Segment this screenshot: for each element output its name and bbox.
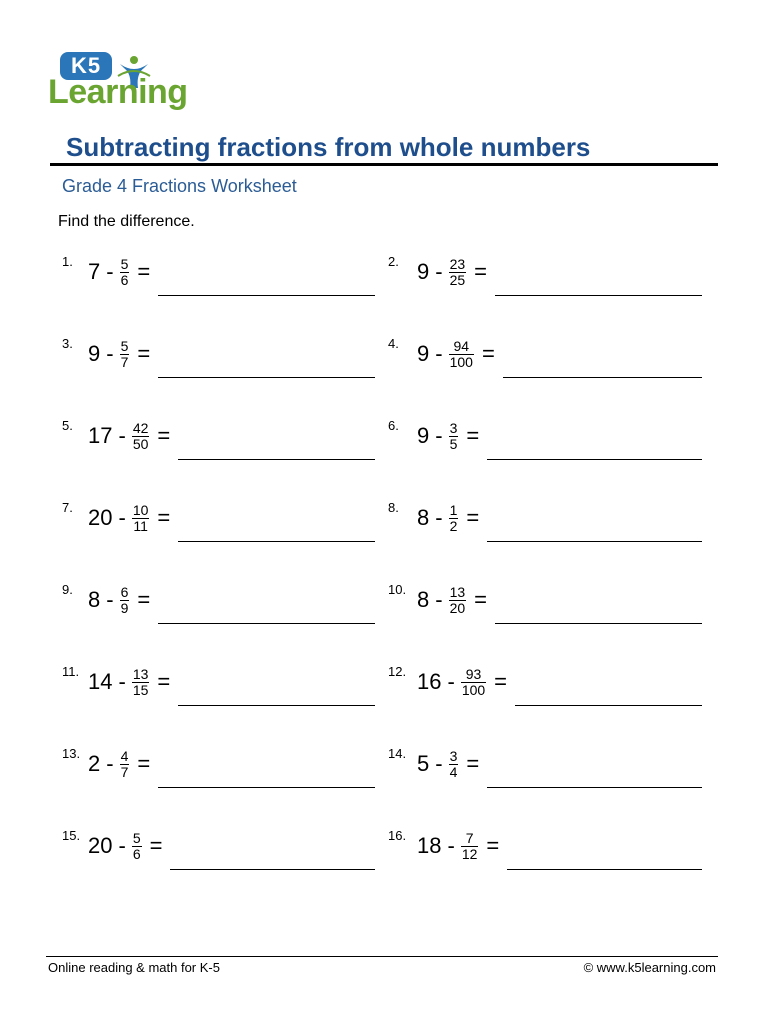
fraction xyxy=(449,503,459,534)
denominator: 7 xyxy=(120,763,129,780)
problem-expression xyxy=(88,336,375,372)
numerator: 5 xyxy=(120,255,129,272)
minus-sign: - xyxy=(447,669,455,694)
equals-sign: = xyxy=(157,669,171,694)
denominator: 6 xyxy=(132,845,141,862)
answer-line[interactable] xyxy=(170,869,375,870)
whole-number: 20 xyxy=(88,505,113,530)
problem-expression xyxy=(88,828,375,864)
numerator: 93 xyxy=(465,665,482,682)
whole-number: 16 xyxy=(417,669,442,694)
whole-number: 2 xyxy=(88,751,101,776)
fraction xyxy=(449,749,459,780)
problem-expression xyxy=(417,746,702,782)
problem-expression xyxy=(88,746,375,782)
fraction xyxy=(120,257,130,288)
answer-line[interactable] xyxy=(178,541,375,542)
denominator: 50 xyxy=(132,435,149,452)
numerator: 23 xyxy=(449,255,466,272)
answer-line[interactable] xyxy=(178,705,375,706)
fraction xyxy=(132,503,150,534)
problem-number: 4. xyxy=(388,336,399,351)
problem-number: 7. xyxy=(62,500,73,515)
equals-sign: = xyxy=(486,833,500,858)
answer-line[interactable] xyxy=(158,295,375,296)
denominator: 12 xyxy=(461,845,478,862)
numerator: 1 xyxy=(449,501,458,518)
problem-number: 13. xyxy=(62,746,81,761)
fraction xyxy=(132,831,142,862)
equals-sign: = xyxy=(137,341,151,366)
whole-number: 5 xyxy=(417,751,430,776)
answer-line[interactable] xyxy=(487,459,702,460)
equals-sign: = xyxy=(137,259,151,284)
answer-line[interactable] xyxy=(515,705,702,706)
numerator: 5 xyxy=(120,337,129,354)
fraction xyxy=(461,667,486,698)
problem-expression xyxy=(88,418,375,454)
equals-sign: = xyxy=(466,751,480,776)
problem-number: 14. xyxy=(388,746,407,761)
page-subtitle: Grade 4 Fractions Worksheet xyxy=(62,176,297,196)
fraction xyxy=(132,421,150,452)
fraction xyxy=(449,585,467,616)
numerator: 3 xyxy=(449,747,458,764)
whole-number: 20 xyxy=(88,833,113,858)
minus-sign: - xyxy=(435,587,443,612)
problem-number: 1. xyxy=(62,254,73,269)
denominator: 4 xyxy=(449,763,458,780)
k5-learning-logo xyxy=(48,50,188,114)
whole-number: 8 xyxy=(417,505,430,530)
whole-number: 9 xyxy=(88,341,101,366)
denominator: 100 xyxy=(449,353,473,370)
denominator: 100 xyxy=(461,681,486,698)
minus-sign: - xyxy=(435,423,443,448)
minus-sign: - xyxy=(106,259,114,284)
denominator: 2 xyxy=(449,517,458,534)
numerator: 7 xyxy=(465,829,474,846)
problem-expression xyxy=(88,254,375,290)
title-divider xyxy=(50,163,718,166)
denominator: 6 xyxy=(120,271,129,288)
minus-sign: - xyxy=(106,341,114,366)
problem-number: 5. xyxy=(62,418,73,433)
numerator: 42 xyxy=(132,419,149,436)
equals-sign: = xyxy=(474,587,488,612)
minus-sign: - xyxy=(447,833,455,858)
denominator: 7 xyxy=(120,353,129,370)
problem-expression xyxy=(417,254,702,290)
problem-expression xyxy=(417,664,702,700)
equals-sign: = xyxy=(494,669,508,694)
equals-sign: = xyxy=(157,423,171,448)
whole-number: 9 xyxy=(417,423,430,448)
problem-expression xyxy=(88,500,375,536)
answer-line[interactable] xyxy=(503,377,702,378)
denominator: 9 xyxy=(120,599,129,616)
numerator: 13 xyxy=(132,665,149,682)
logo-wordmark: Learning xyxy=(48,73,188,111)
problem-number: 6. xyxy=(388,418,399,433)
answer-line[interactable] xyxy=(158,787,375,788)
minus-sign: - xyxy=(435,505,443,530)
equals-sign: = xyxy=(466,505,480,530)
equals-sign: = xyxy=(149,833,163,858)
problem-number: 16. xyxy=(388,828,407,843)
answer-line[interactable] xyxy=(507,869,702,870)
answer-line[interactable] xyxy=(158,623,375,624)
problem-number: 3. xyxy=(62,336,73,351)
equals-sign: = xyxy=(137,587,151,612)
equals-sign: = xyxy=(157,505,171,530)
numerator: 94 xyxy=(453,337,470,354)
whole-number: 8 xyxy=(88,587,101,612)
problem-number: 10. xyxy=(388,582,407,597)
problem-expression xyxy=(417,500,702,536)
minus-sign: - xyxy=(435,259,443,284)
problem-expression xyxy=(88,582,375,618)
minus-sign: - xyxy=(118,669,126,694)
equals-sign: = xyxy=(137,751,151,776)
numerator: 6 xyxy=(120,583,129,600)
fraction xyxy=(132,667,150,698)
minus-sign: - xyxy=(435,341,443,366)
page-title: Subtracting fractions from whole numbers xyxy=(66,132,591,162)
denominator: 25 xyxy=(449,271,466,288)
whole-number: 14 xyxy=(88,669,113,694)
answer-line[interactable] xyxy=(495,295,702,296)
problem-number: 12. xyxy=(388,664,407,679)
whole-number: 9 xyxy=(417,259,430,284)
equals-sign: = xyxy=(466,423,480,448)
minus-sign: - xyxy=(106,751,114,776)
answer-line[interactable] xyxy=(178,459,375,460)
numerator: 10 xyxy=(132,501,149,518)
numerator: 5 xyxy=(132,829,141,846)
footer-website: © www.k5learning.com xyxy=(583,960,716,975)
numerator: 3 xyxy=(449,419,458,436)
numerator: 4 xyxy=(120,747,129,764)
fraction xyxy=(120,339,130,370)
whole-number: 17 xyxy=(88,423,113,448)
minus-sign: - xyxy=(118,505,126,530)
problem-expression xyxy=(88,664,375,700)
instructions: Find the difference. xyxy=(58,213,195,230)
problem-number: 2. xyxy=(388,254,399,269)
equals-sign: = xyxy=(474,259,488,284)
denominator: 11 xyxy=(133,517,148,534)
fraction xyxy=(120,749,130,780)
whole-number: 9 xyxy=(417,341,430,366)
fraction xyxy=(120,585,130,616)
answer-line[interactable] xyxy=(487,541,702,542)
minus-sign: - xyxy=(118,833,126,858)
problem-number: 8. xyxy=(388,500,399,515)
denominator: 15 xyxy=(132,681,149,698)
whole-number: 18 xyxy=(417,833,442,858)
problem-expression xyxy=(417,418,702,454)
whole-number: 7 xyxy=(88,259,101,284)
answer-line[interactable] xyxy=(487,787,702,788)
minus-sign: - xyxy=(106,587,114,612)
answer-line[interactable] xyxy=(158,377,375,378)
footer-tagline: Online reading & math for K-5 xyxy=(48,960,220,975)
whole-number: 8 xyxy=(417,587,430,612)
fraction xyxy=(449,339,474,370)
problem-number: 11. xyxy=(62,664,80,679)
problem-expression xyxy=(417,828,702,864)
minus-sign: - xyxy=(118,423,126,448)
numerator: 13 xyxy=(449,583,466,600)
problem-expression xyxy=(417,582,702,618)
denominator: 5 xyxy=(449,435,458,452)
problem-number: 15. xyxy=(62,828,81,843)
footer-divider xyxy=(46,956,718,957)
fraction xyxy=(461,831,479,862)
fraction xyxy=(449,257,467,288)
problem-expression xyxy=(417,336,702,372)
answer-line[interactable] xyxy=(495,623,702,624)
problem-number: 9. xyxy=(62,582,73,597)
fraction xyxy=(449,421,459,452)
equals-sign: = xyxy=(481,341,495,366)
minus-sign: - xyxy=(435,751,443,776)
denominator: 20 xyxy=(449,599,466,616)
logo-badge: K5 xyxy=(60,52,112,80)
